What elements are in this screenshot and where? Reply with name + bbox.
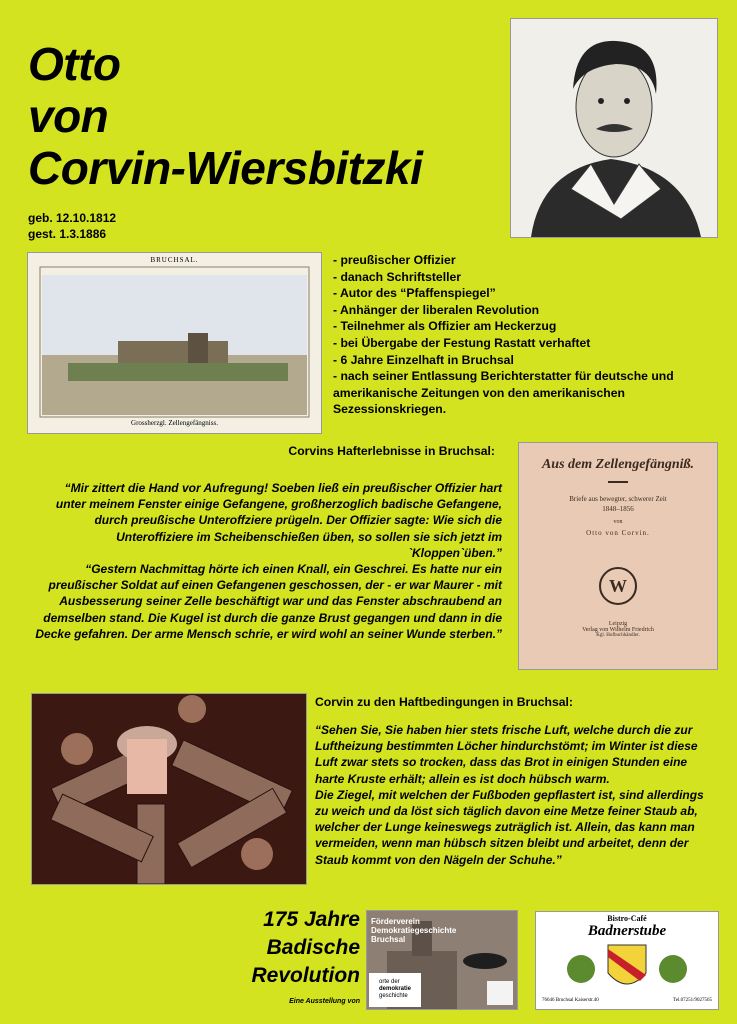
quote-paragraph: “Gestern Nachmittag hörte ich einen Knall, ein Geschrei. Es hatte nur ein preußischer Soldat auf einen Gefangenen geschossen, der - er war Maurer - mit Ausbesserung seiner Zelle beschäftigt war und das Fenster abschraubend an demselben stand. Die Kugel ist durch die ganze Brust gegangen und dann in die Decke gefahren. Der arme Mensch schrie, er wird wohl an seiner Wunde sterben.” [35, 562, 502, 641]
jubilee-line: 175 Jahre [263, 908, 360, 931]
list-item: - Teilnehmer als Offizier am Heckerzug [333, 319, 557, 334]
verein-line: Bruchsal [371, 935, 406, 944]
verein-line: Demokratiegeschichte [371, 926, 457, 935]
prison-etching-image [27, 252, 322, 434]
book-title: Aus dem Zellengefängniß. [541, 457, 695, 472]
verein-line: Förderverein [371, 917, 420, 926]
section-heading: Corvins Hafterlebnisse in Bruchsal: [288, 444, 495, 458]
prison-model-photo [31, 693, 307, 885]
orte-line: orte der [379, 979, 400, 985]
etching-caption-bottom: Grossherzgl. Zellengefängniss. [131, 419, 218, 427]
book-publisher: Verlag von Wilhelm Friedrich [582, 627, 654, 633]
title-line: von [28, 90, 109, 142]
list-item: - Autor des “Pfaffenspiegel” [333, 286, 496, 301]
book-cover-image [518, 442, 718, 670]
title-line: Corvin-Wiersbitzki [28, 142, 423, 194]
bistro-phone: Tel.07251/9027565 [673, 998, 712, 1003]
life-dates [28, 210, 116, 242]
verein-logo [366, 910, 518, 1010]
title-line: Otto [28, 38, 121, 90]
bistro-name: Badnerstube [587, 923, 667, 939]
biography-facts [333, 252, 713, 418]
jubilee-line: Badische [266, 936, 360, 959]
death-date: gest. 1.3.1886 [28, 227, 107, 241]
jubilee-title [200, 906, 360, 990]
list-item: - nach seiner Entlassung Berichterstatter für deutsche und amerikanische Zeitungen von den amerikanischen Sezessionskriegen. [333, 369, 674, 417]
page-title [28, 38, 508, 194]
list-item: - danach Schriftsteller [333, 269, 462, 284]
etching-caption-top: BRUCHSAL. [150, 256, 199, 264]
orte-line: demokratie [379, 986, 412, 992]
book-by: von [613, 519, 623, 525]
list-item: - preußischer Offizier [333, 253, 456, 267]
section-heading: Corvin zu den Haftbedingungen in Bruchsal: [315, 695, 573, 709]
bistro-top: Bistro-Café [607, 914, 647, 923]
quote-paragraph: Die Ziegel, mit welchen der Fußboden gepflastert ist, sind allerdings zu weich und da löst sich täglich davon eine Metze feiner Staub ab, welcher der Lunge keineswegs zuträglich ist. Allein, das kann man vermeiden, wenn man hübsch sitzen bleibt und arbeitet, denn der Staub kommt von den Nägeln der Schuhe.” [315, 787, 704, 867]
verein-name [371, 917, 456, 944]
book-publisher-note: Kgl. Hofbuchhändler. [596, 633, 640, 638]
orte-line: geschichte [379, 993, 408, 999]
bistro-address: 76646 Bruchsal Kaiserstr.40 [542, 998, 599, 1003]
grapes-coat-of-arms-icon [536, 939, 718, 997]
quote-paragraph: “Sehen Sie, Sie haben hier stets frische Luft, welche durch die zur Luftheizung bestimmten Löcher hindurchstömt; im Winter ist diese Luft zwar stets so trocken, dass das Brot in einigen Stunden eine harte Kruste erhält; allein es ist doch hübsch warm. [315, 723, 698, 786]
jubilee-line: Revolution [251, 964, 360, 987]
book-author: Otto von Corvin. [586, 529, 650, 537]
list-item: - 6 Jahre Einzelhaft in Bruchsal [333, 352, 514, 367]
prison-quote [32, 480, 502, 642]
orte-logo [379, 979, 411, 1000]
list-item: - bei Übergabe der Festung Rastatt verhaftet [333, 335, 591, 350]
exhibition-credit: Eine Ausstellung von [289, 998, 360, 1005]
book-years: 1848–1856 [602, 505, 634, 513]
bistro-logo [535, 911, 719, 1010]
book-subtitle: Briefe aus bewegter, schwerer Zeit [569, 495, 667, 503]
book-city: Leipzig [608, 621, 628, 627]
birth-date: geb. 12.10.1812 [28, 211, 117, 225]
quote-paragraph: “Mir zittert die Hand vor Aufregung! Soeben ließ ein preußischer Offizier hart unter meinem Fenster einige Gefangene, großherzoglich badische Gefangene, durch preußische Unteroffziere prügeln. Der Offizier sagte: Wie sich die Unteroffiziere im Scheibenschießen üben, so sollen sie sich jetzt im `Kloppen`üben.” [55, 481, 502, 560]
list-item: - Anhänger der liberalen Revolution [333, 302, 540, 317]
conditions-quote [315, 722, 717, 868]
publisher-logo-icon: W [599, 567, 637, 605]
portrait-image [510, 18, 718, 238]
